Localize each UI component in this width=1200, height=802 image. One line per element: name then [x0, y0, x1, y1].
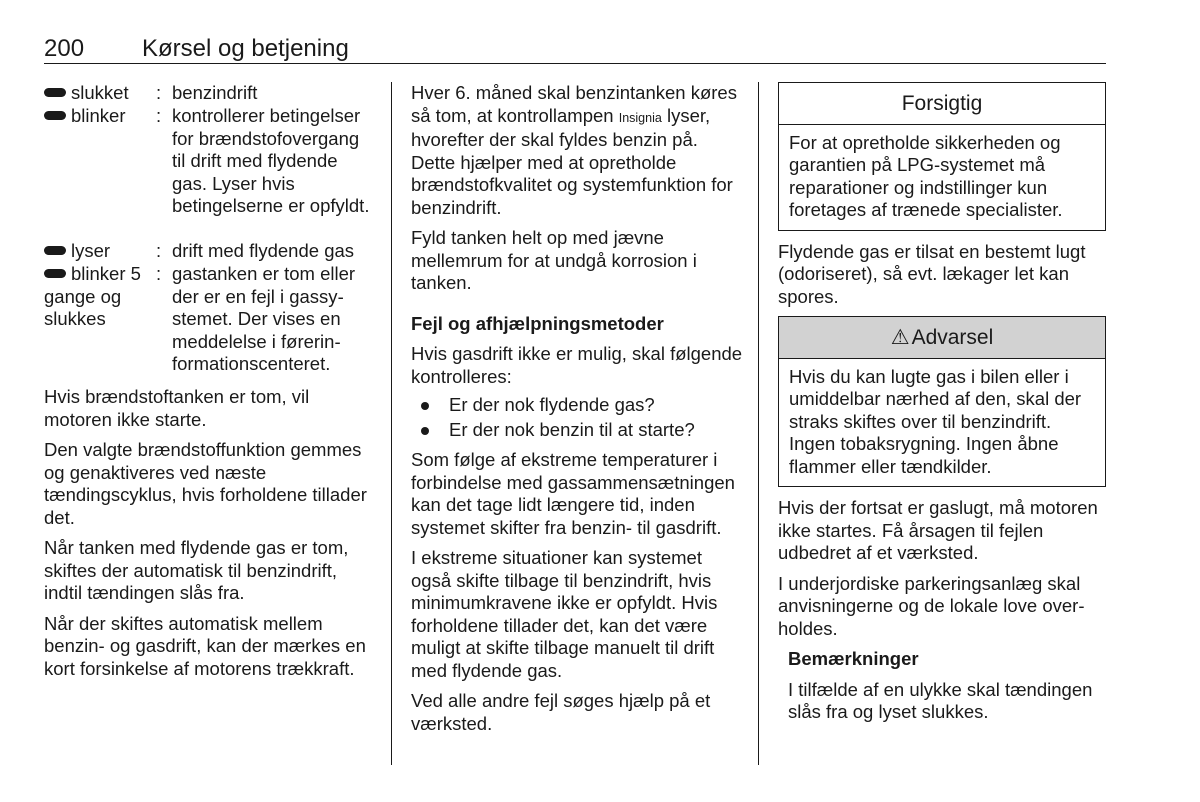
- paragraph: Som følge af ekstreme temperaturer i forbindelse med gassammensætningen kan det tage lidt længere tid, inden systemet skifter fra benzin- til gasdrift.: [411, 449, 735, 538]
- paragraph: Hvis gasdrift ikke er mulig, skal følgende kontrolleres:: [411, 343, 743, 387]
- indicator-state: blinker 5 gange og slukkes: [44, 263, 141, 329]
- indicator-description: benzindrift: [172, 82, 258, 103]
- paragraph: Hvis der fortsat er gaslugt, må motoren ikke startes. Få årsagen til fejlen udbedret af et værksted.: [778, 497, 1098, 563]
- indicator-description: kontrollerer betingelser for brændstofovergang til drift med flydende gas. Lyser hvis betingelserne er opfyldt.: [172, 105, 370, 216]
- lpg-lamp-icon: [44, 246, 66, 255]
- indicator-state: lyser: [71, 240, 111, 261]
- note-heading: Bemærkninger: [788, 648, 919, 669]
- indicator-state: slukket: [71, 82, 129, 103]
- lpg-lamp-icon: [44, 88, 66, 97]
- indicator-separator: :: [156, 105, 162, 126]
- indicator-description: gastanken er tom eller der er en fejl i gassystemet. Der vises en meddelelse i førerinformationscenteret.: [172, 263, 356, 374]
- warning-box: [778, 316, 1106, 487]
- paragraph: Fyld tanken helt op med jævne mellemrum for at undgå korrosion i tanken.: [411, 227, 697, 293]
- column-divider-1: [391, 82, 392, 765]
- list-item: Er der nok flydende gas?: [411, 394, 746, 417]
- paragraph: Den valgte brændstoffunktion gemmes og genaktiveres ved næste tændingscyklus, hvis forholdene tillader det.: [44, 439, 367, 528]
- column-2: [411, 82, 746, 743]
- column-1: [44, 82, 378, 688]
- chapter-title: Kørsel og betjening: [142, 35, 349, 62]
- paragraph: Når tanken med flydende gas er tom, skiftes der automatisk til benzindrift, indtil tændingen slås fra.: [44, 537, 349, 603]
- list-item: Er der nok benzin til at starte?: [411, 419, 746, 442]
- indicator-table: [44, 82, 378, 382]
- caution-box: [778, 82, 1106, 231]
- paragraph: Hvis brændstoftanken er tom, vil motoren ikke starte.: [44, 386, 310, 430]
- bullet-list: [411, 394, 746, 441]
- note-block: [778, 648, 1106, 724]
- column-divider-2: [758, 82, 759, 765]
- warning-triangle-icon: ⚠: [890, 326, 910, 349]
- caution-body: For at opretholde sikkerheden og garantien på LPG-systemet må reparationer og indstillinger kun foretages af trænede specialister.: [789, 131, 1063, 220]
- paragraph: Hver 6. måned skal benzintanken køres så tom, at kontrollampen Insignia lyser, hvorefter der skal fyldes benzin på. Dette hjælper med at opretholde brændstofkvalitet og systemfunktion for benzindrift.: [411, 82, 737, 218]
- indicator-description: drift med flydende gas: [172, 240, 355, 261]
- bullet-icon: [421, 427, 429, 435]
- paragraph: Ved alle andre fejl søges hjælp på et værksted.: [411, 690, 711, 734]
- paragraph: Når der skiftes automatisk mellem benzin- og gasdrift, kan der mærkes en kort forsinkelse af motorens trækkraft.: [44, 612, 366, 679]
- paragraph: I ekstreme situationer kan systemet også skifte tilbage til benzindrift, hvis minimumkravene ikke er opfyldt. Hvis forholdene tillader det, kan det være muligt at skifte tilbage manuelt til drift med flydende gas.: [411, 547, 718, 681]
- note-body: I tilfælde af en ulykke skal tændingen slås fra og lyset slukkes.: [788, 678, 1093, 722]
- warning-header: [779, 317, 1105, 359]
- lpg-lamp-icon: [44, 111, 66, 120]
- indicator-separator: :: [156, 82, 162, 103]
- page-number: 200: [44, 35, 85, 62]
- lpg-lamp-icon: [44, 269, 66, 278]
- section-heading: Fejl og afhjælpningsmetoder: [411, 312, 664, 334]
- paragraph: I underjordiske parkeringsanlæg skal anvisningerne og de lokale love overholdes.: [778, 572, 1085, 639]
- indicator-separator: :: [156, 263, 162, 284]
- indicator-separator: :: [156, 240, 162, 261]
- warning-title: Advarsel: [911, 326, 994, 349]
- paragraph: Flydende gas er tilsat en bestemt lugt (odoriseret), så evt. lækager let kan spores.: [778, 240, 1086, 307]
- insignia-label: Insignia: [618, 110, 662, 125]
- bullet-icon: [421, 402, 429, 410]
- indicator-state: blinker: [71, 105, 126, 126]
- warning-body: Hvis du kan lugte gas i bilen eller i umiddelbar nærhed af den, skal der straks skiftes over til benzindrift. Ingen tobaksrygning. Ingen åbne flammer eller tændkilder.: [789, 365, 1082, 477]
- page-header: [44, 33, 1106, 64]
- caution-title: Forsigtig: [779, 83, 1105, 125]
- column-3: [778, 82, 1106, 732]
